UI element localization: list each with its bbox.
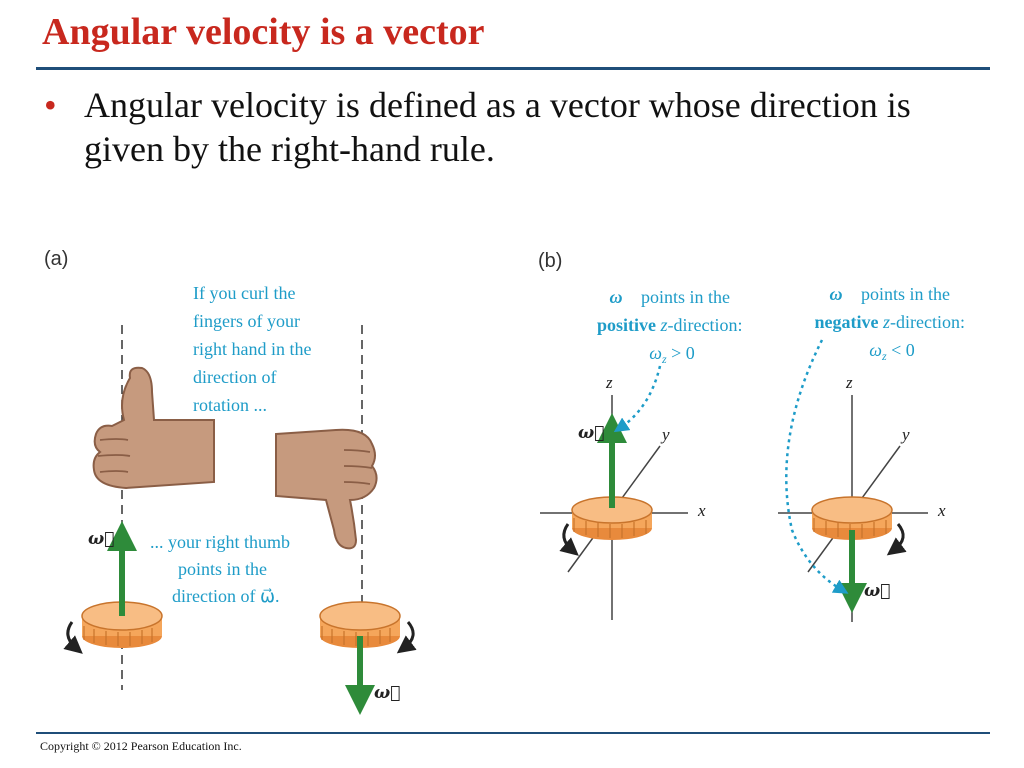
caption-positive-z: ω⃗ points in the positive z-direction: $\omega_z > 0$ <box>596 287 743 366</box>
copyright-text: Copyright © 2012 Pearson Education Inc. <box>40 739 242 753</box>
hand-thumb-down-icon <box>276 430 377 549</box>
omega-label-right: ω⃗ <box>374 683 401 703</box>
omega-label-b-left: ω⃗ <box>578 423 605 443</box>
caption-curl-fingers: If you curl the fingers of your right hand in the direction of rotation ... <box>193 283 312 415</box>
axis-y-label-left: y <box>662 425 670 444</box>
rotation-arrow-b-left-icon <box>564 524 572 550</box>
bullet-dot-icon: • <box>44 85 57 125</box>
rotation-arrow-right-icon <box>404 622 413 648</box>
title-divider <box>36 67 990 70</box>
pointer-dotted-left <box>620 366 660 428</box>
panel-b-label: (b) <box>538 250 563 272</box>
bullet-text: Angular velocity is defined as a vector whose direction is given by the right-hand rule. <box>84 85 911 169</box>
panel-b <box>538 250 969 622</box>
rotation-arrow-left-icon <box>68 622 76 648</box>
axis-z-label-right: z <box>846 373 853 392</box>
pointer-dotted-right <box>786 340 842 590</box>
footer-divider <box>36 732 990 734</box>
axis-y-label-right: y <box>902 425 910 444</box>
omega-label-b-right: ω⃗ <box>864 581 891 601</box>
axis-x-label-right: x <box>938 501 946 520</box>
bullet-item <box>44 84 944 172</box>
omega-label-left: ω⃗ <box>88 529 115 549</box>
axis-x-label-left: x <box>698 501 706 520</box>
panel-a-label: (a) <box>44 248 69 270</box>
panel-a <box>44 248 413 703</box>
bullet-list <box>44 84 944 172</box>
rotation-arrow-b-right-icon <box>894 524 903 550</box>
caption-negative-z: ω⃗ points in the negative z-direction: $\omega_z < 0$ <box>814 284 965 363</box>
slide-title: Angular velocity is a vector <box>42 11 485 53</box>
axis-z-label-left: z <box>606 373 613 392</box>
caption-thumb-points: ... your right thumb points in the direction of ω⃗. <box>150 532 290 606</box>
right-hand-rule-figure <box>0 200 1024 740</box>
